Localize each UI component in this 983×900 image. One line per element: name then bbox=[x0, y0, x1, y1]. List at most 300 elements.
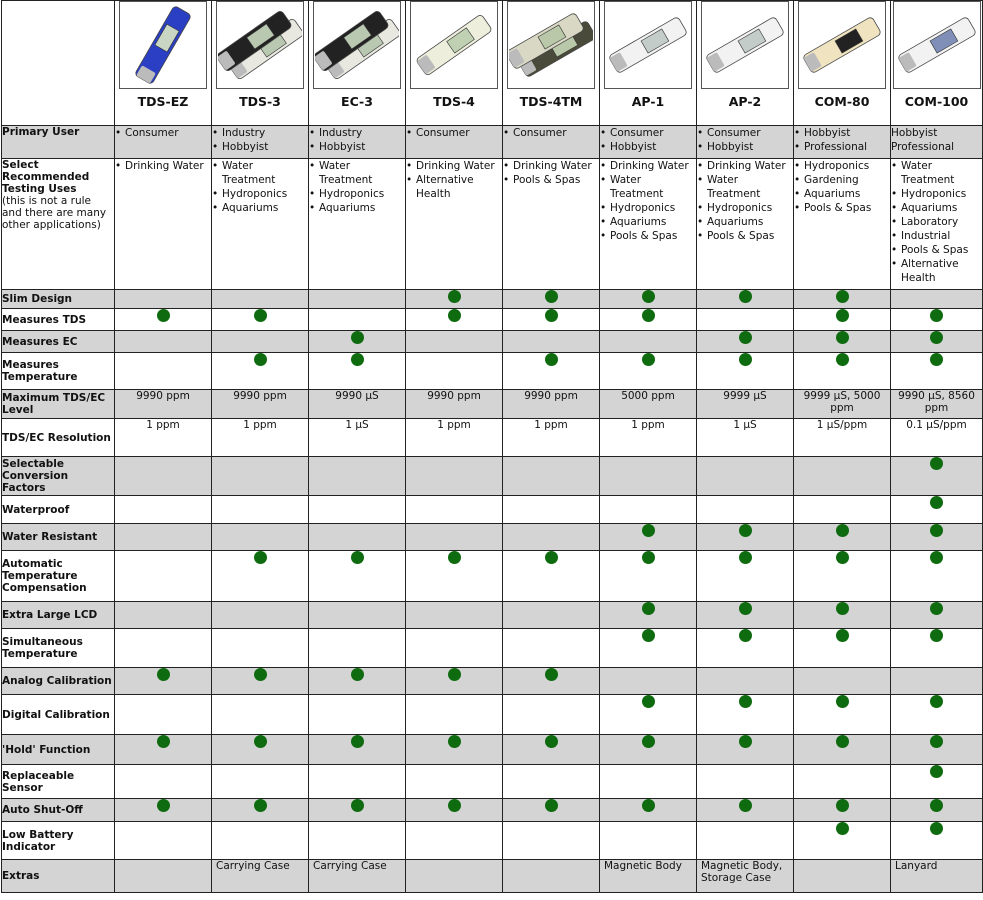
row-label bbox=[2, 799, 115, 822]
feature-check-dot bbox=[545, 353, 558, 366]
feature-cell bbox=[697, 668, 794, 695]
feature-check-dot bbox=[448, 551, 461, 564]
feature-cell bbox=[406, 735, 503, 765]
feature-cell bbox=[794, 551, 891, 602]
feature-check-dot bbox=[254, 309, 267, 322]
feature-cell bbox=[503, 735, 600, 765]
list-cell bbox=[406, 159, 503, 290]
feature-cell bbox=[794, 524, 891, 551]
feature-row bbox=[2, 860, 983, 893]
feature-check-dot bbox=[836, 331, 849, 344]
list-item: • Water Treatment bbox=[309, 159, 405, 187]
feature-cell bbox=[115, 331, 212, 353]
feature-cell bbox=[309, 602, 406, 629]
row-label bbox=[2, 668, 115, 695]
feature-cell bbox=[600, 353, 697, 390]
feature-check-dot bbox=[836, 551, 849, 564]
list-cell bbox=[600, 159, 697, 290]
feature-check-dot bbox=[836, 602, 849, 615]
product-name: EC-3 bbox=[341, 94, 373, 109]
feature-cell bbox=[503, 353, 600, 390]
row-label-text: Replaceable Sensor bbox=[2, 769, 75, 794]
product-photo bbox=[893, 1, 981, 89]
feature-cell bbox=[794, 629, 891, 668]
feature-cell bbox=[406, 331, 503, 353]
feature-cell bbox=[309, 290, 406, 309]
value-cell bbox=[406, 860, 503, 893]
feature-cell bbox=[115, 668, 212, 695]
feature-cell bbox=[115, 457, 212, 496]
feature-check-dot bbox=[157, 799, 170, 812]
value-cell: 9999 µS, 5000 ppm bbox=[794, 390, 891, 419]
feature-cell bbox=[212, 799, 309, 822]
row-label bbox=[2, 353, 115, 390]
list-item: • Drinking Water bbox=[503, 159, 599, 173]
feature-cell bbox=[794, 695, 891, 735]
feature-row bbox=[2, 629, 983, 668]
feature-cell bbox=[600, 629, 697, 668]
row-label bbox=[2, 126, 115, 159]
list-item: • Consumer bbox=[115, 126, 211, 140]
value-cell: 1 ppm bbox=[212, 419, 309, 457]
feature-cell bbox=[891, 331, 983, 353]
meter-illustration bbox=[121, 3, 205, 87]
row-label bbox=[2, 695, 115, 735]
feature-cell bbox=[115, 695, 212, 735]
list-item: • Consumer bbox=[406, 126, 502, 140]
cell-list bbox=[600, 126, 696, 154]
feature-cell bbox=[600, 822, 697, 860]
row-label bbox=[2, 735, 115, 765]
feature-row bbox=[2, 290, 983, 309]
list-item: • Aquariums bbox=[697, 215, 793, 229]
list-item: • Industry bbox=[309, 126, 405, 140]
row-label bbox=[2, 860, 115, 893]
feature-row bbox=[2, 126, 983, 159]
feature-check-dot bbox=[157, 668, 170, 681]
value-cell: 9990 µS, 8560 ppm bbox=[891, 390, 983, 419]
feature-check-dot bbox=[930, 735, 943, 748]
feature-check-dot bbox=[448, 290, 461, 303]
product-photo bbox=[604, 1, 692, 89]
row-label-text: 'Hold' Function bbox=[2, 743, 91, 756]
product-header bbox=[891, 1, 983, 126]
feature-cell bbox=[406, 602, 503, 629]
feature-check-dot bbox=[930, 309, 943, 322]
feature-cell bbox=[309, 524, 406, 551]
feature-cell bbox=[212, 353, 309, 390]
feature-check-dot bbox=[930, 551, 943, 564]
feature-check-dot bbox=[930, 765, 943, 778]
feature-row bbox=[2, 353, 983, 390]
feature-check-dot bbox=[157, 309, 170, 322]
feature-cell bbox=[891, 353, 983, 390]
list-item: • Pools & Spas bbox=[503, 173, 599, 187]
product-name: AP-2 bbox=[728, 94, 762, 109]
list-item: • Consumer bbox=[697, 126, 793, 140]
feature-cell bbox=[406, 551, 503, 602]
feature-cell bbox=[891, 551, 983, 602]
feature-check-dot bbox=[739, 695, 752, 708]
row-label-text: Extra Large LCD bbox=[2, 609, 98, 621]
value-cell bbox=[503, 860, 600, 893]
value-cell: 9990 µS bbox=[309, 390, 406, 419]
feature-cell bbox=[891, 668, 983, 695]
feature-check-dot bbox=[642, 290, 655, 303]
cell-list bbox=[115, 159, 211, 173]
product-photo bbox=[410, 1, 498, 89]
feature-cell bbox=[503, 629, 600, 668]
product-photo bbox=[119, 1, 207, 89]
row-label-text: Analog Calibration bbox=[2, 675, 112, 687]
value-cell bbox=[794, 860, 891, 893]
product-photo bbox=[313, 1, 401, 89]
feature-row bbox=[2, 524, 983, 551]
list-item: • Consumer bbox=[600, 126, 696, 140]
feature-check-dot bbox=[448, 668, 461, 681]
feature-cell bbox=[503, 602, 600, 629]
feature-cell bbox=[309, 765, 406, 799]
list-cell bbox=[212, 126, 309, 159]
feature-row bbox=[2, 390, 983, 419]
feature-cell bbox=[115, 309, 212, 331]
feature-cell bbox=[503, 822, 600, 860]
feature-cell bbox=[794, 799, 891, 822]
row-label-text: Primary User bbox=[2, 126, 80, 138]
list-item: • Water Treatment bbox=[697, 173, 793, 201]
feature-cell bbox=[891, 602, 983, 629]
row-label-text: Automatic Temperature Compensation bbox=[2, 558, 87, 594]
feature-cell bbox=[600, 602, 697, 629]
meter-illustration bbox=[606, 3, 690, 87]
feature-cell bbox=[212, 602, 309, 629]
feature-cell bbox=[406, 524, 503, 551]
feature-cell bbox=[503, 496, 600, 524]
feature-check-dot bbox=[930, 496, 943, 509]
row-label-text: Select Recommended Testing Uses bbox=[2, 159, 90, 195]
feature-check-dot bbox=[836, 353, 849, 366]
feature-row bbox=[2, 159, 983, 290]
cell-list bbox=[309, 159, 405, 215]
feature-cell bbox=[600, 765, 697, 799]
product-name: TDS-4TM bbox=[519, 94, 583, 109]
feature-cell bbox=[212, 765, 309, 799]
row-label bbox=[2, 551, 115, 602]
feature-cell bbox=[406, 457, 503, 496]
list-item: • Professional bbox=[794, 140, 890, 154]
feature-row bbox=[2, 799, 983, 822]
product-photo bbox=[216, 1, 304, 89]
feature-cell bbox=[115, 551, 212, 602]
feature-cell bbox=[794, 331, 891, 353]
list-item: • Gardening bbox=[794, 173, 890, 187]
feature-check-dot bbox=[642, 551, 655, 564]
product-header-row bbox=[2, 1, 983, 126]
list-item: • Hobbyist bbox=[212, 140, 308, 154]
feature-cell bbox=[309, 551, 406, 602]
list-item: • Laboratory bbox=[891, 215, 982, 229]
feature-cell bbox=[309, 695, 406, 735]
feature-row bbox=[2, 735, 983, 765]
feature-cell bbox=[503, 524, 600, 551]
feature-cell bbox=[115, 353, 212, 390]
feature-check-dot bbox=[930, 524, 943, 537]
value-cell bbox=[115, 860, 212, 893]
feature-check-dot bbox=[545, 309, 558, 322]
cell-list bbox=[891, 126, 982, 154]
feature-cell bbox=[794, 735, 891, 765]
list-item: • Hobbyist bbox=[794, 126, 890, 140]
feature-cell bbox=[309, 309, 406, 331]
value-cell: 9990 ppm bbox=[212, 390, 309, 419]
list-item: • Industry bbox=[212, 126, 308, 140]
list-item: • Drinking Water bbox=[600, 159, 696, 173]
feature-check-dot bbox=[642, 629, 655, 642]
list-cell bbox=[309, 126, 406, 159]
feature-check-dot bbox=[545, 290, 558, 303]
feature-cell bbox=[212, 668, 309, 695]
feature-cell bbox=[212, 629, 309, 668]
row-label-text: TDS/EC Resolution bbox=[2, 431, 111, 444]
feature-cell bbox=[794, 602, 891, 629]
feature-row bbox=[2, 822, 983, 860]
meter-illustration bbox=[218, 3, 302, 87]
value-cell: 9999 µS bbox=[697, 390, 794, 419]
corner-cell bbox=[2, 1, 115, 126]
product-name: TDS-3 bbox=[239, 94, 281, 109]
feature-check-dot bbox=[642, 602, 655, 615]
feature-check-dot bbox=[739, 799, 752, 812]
feature-cell bbox=[115, 602, 212, 629]
list-item: • Pools & Spas bbox=[697, 229, 793, 243]
feature-check-dot bbox=[836, 799, 849, 812]
cell-list bbox=[697, 126, 793, 154]
row-label-text: Selectable Conversion Factors bbox=[2, 458, 69, 494]
list-item: • Drinking Water bbox=[115, 159, 211, 173]
feature-check-dot bbox=[642, 695, 655, 708]
feature-cell bbox=[406, 629, 503, 668]
feature-cell bbox=[115, 629, 212, 668]
feature-check-dot bbox=[642, 309, 655, 322]
value-cell: 1 ppm bbox=[503, 419, 600, 457]
feature-cell bbox=[794, 353, 891, 390]
feature-check-dot bbox=[836, 629, 849, 642]
cell-list bbox=[212, 159, 308, 215]
feature-cell bbox=[503, 551, 600, 602]
feature-cell bbox=[503, 765, 600, 799]
row-label bbox=[2, 822, 115, 860]
value-cell: 9990 ppm bbox=[503, 390, 600, 419]
list-item: • Alternative Health bbox=[406, 173, 502, 201]
feature-cell bbox=[115, 735, 212, 765]
feature-check-dot bbox=[836, 695, 849, 708]
feature-row bbox=[2, 602, 983, 629]
meter-illustration bbox=[800, 3, 884, 87]
list-item: • Hobbyist bbox=[697, 140, 793, 154]
cell-list bbox=[309, 126, 405, 154]
feature-cell bbox=[406, 309, 503, 331]
cell-list bbox=[794, 159, 890, 215]
row-label-text: Measures EC bbox=[2, 335, 78, 348]
list-item: • Pools & Spas bbox=[600, 229, 696, 243]
feature-check-dot bbox=[351, 799, 364, 812]
list-item: • Water Treatment bbox=[891, 159, 982, 187]
row-label bbox=[2, 496, 115, 524]
feature-cell bbox=[697, 551, 794, 602]
feature-cell bbox=[212, 551, 309, 602]
feature-cell bbox=[891, 290, 983, 309]
row-label bbox=[2, 765, 115, 799]
meter-illustration bbox=[703, 3, 787, 87]
feature-check-dot bbox=[351, 668, 364, 681]
cell-list bbox=[406, 126, 502, 140]
list-item: • Drinking Water bbox=[406, 159, 502, 173]
feature-cell bbox=[309, 822, 406, 860]
list-item: • Hydroponics bbox=[212, 187, 308, 201]
feature-cell bbox=[697, 735, 794, 765]
list-cell bbox=[406, 126, 503, 159]
row-label-text: Slim Design bbox=[2, 293, 73, 305]
feature-cell bbox=[697, 353, 794, 390]
feature-cell bbox=[600, 735, 697, 765]
list-cell bbox=[115, 126, 212, 159]
value-cell: 5000 ppm bbox=[600, 390, 697, 419]
row-label-text: Measures TDS bbox=[2, 313, 87, 326]
feature-check-dot bbox=[642, 735, 655, 748]
product-header bbox=[697, 1, 794, 126]
list-item: • Hobbyist bbox=[309, 140, 405, 154]
list-item: • Aquariums bbox=[891, 201, 982, 215]
value-cell: 1 ppm bbox=[406, 419, 503, 457]
feature-cell bbox=[115, 765, 212, 799]
feature-check-dot bbox=[254, 799, 267, 812]
product-photo bbox=[798, 1, 886, 89]
feature-cell bbox=[406, 695, 503, 735]
row-label bbox=[2, 419, 115, 457]
feature-check-dot bbox=[739, 629, 752, 642]
feature-cell bbox=[406, 353, 503, 390]
feature-check-dot bbox=[254, 735, 267, 748]
feature-cell bbox=[212, 735, 309, 765]
feature-cell bbox=[115, 496, 212, 524]
product-header bbox=[309, 1, 406, 126]
list-item: • Alternative Health bbox=[891, 257, 982, 285]
list-item: • Aquariums bbox=[600, 215, 696, 229]
feature-cell bbox=[600, 496, 697, 524]
value-cell: 0.1 µS/ppm bbox=[891, 419, 983, 457]
feature-check-dot bbox=[930, 457, 943, 470]
product-header bbox=[115, 1, 212, 126]
feature-cell bbox=[115, 822, 212, 860]
feature-cell bbox=[212, 822, 309, 860]
feature-check-dot bbox=[448, 309, 461, 322]
cell-list bbox=[115, 126, 211, 140]
list-item: Professional bbox=[891, 141, 955, 153]
row-label-text: Low Battery Indicator bbox=[2, 828, 74, 853]
feature-cell bbox=[503, 290, 600, 309]
feature-check-dot bbox=[545, 799, 558, 812]
feature-row bbox=[2, 419, 983, 457]
feature-check-dot bbox=[157, 735, 170, 748]
row-label-text: Water Resistant bbox=[2, 531, 98, 543]
feature-check-dot bbox=[930, 822, 943, 835]
feature-cell bbox=[697, 496, 794, 524]
value-cell: 1 ppm bbox=[115, 419, 212, 457]
list-cell bbox=[891, 159, 983, 290]
feature-cell bbox=[406, 765, 503, 799]
list-item: Hobbyist bbox=[891, 127, 938, 139]
feature-check-dot bbox=[930, 695, 943, 708]
feature-cell bbox=[600, 524, 697, 551]
list-cell bbox=[794, 126, 891, 159]
feature-row bbox=[2, 457, 983, 496]
feature-cell bbox=[503, 309, 600, 331]
list-cell bbox=[115, 159, 212, 290]
cell-list bbox=[891, 159, 982, 285]
row-label-text: Measures Temperature bbox=[2, 359, 78, 383]
product-header bbox=[212, 1, 309, 126]
row-label bbox=[2, 524, 115, 551]
list-item: • Water Treatment bbox=[600, 173, 696, 201]
list-item: • Aquariums bbox=[794, 187, 890, 201]
row-label bbox=[2, 602, 115, 629]
feature-cell bbox=[406, 822, 503, 860]
feature-cell bbox=[309, 668, 406, 695]
feature-cell bbox=[309, 496, 406, 524]
feature-check-dot bbox=[448, 799, 461, 812]
feature-cell bbox=[697, 822, 794, 860]
feature-check-dot bbox=[836, 822, 849, 835]
feature-cell bbox=[697, 695, 794, 735]
row-label-text: Simultaneous Temperature bbox=[2, 636, 83, 660]
feature-check-dot bbox=[545, 551, 558, 564]
list-item: • Hydroponics bbox=[891, 187, 982, 201]
product-header bbox=[794, 1, 891, 126]
product-header bbox=[406, 1, 503, 126]
feature-check-dot bbox=[836, 735, 849, 748]
feature-check-dot bbox=[448, 735, 461, 748]
value-cell: Carrying Case bbox=[309, 860, 406, 893]
feature-row bbox=[2, 765, 983, 799]
value-cell: 9990 ppm bbox=[115, 390, 212, 419]
cell-list bbox=[406, 159, 502, 201]
feature-cell bbox=[503, 799, 600, 822]
list-cell bbox=[891, 126, 983, 159]
value-cell: 9990 ppm bbox=[406, 390, 503, 419]
list-cell bbox=[794, 159, 891, 290]
feature-cell bbox=[794, 765, 891, 799]
list-cell bbox=[697, 126, 794, 159]
feature-cell bbox=[697, 309, 794, 331]
feature-check-dot bbox=[642, 799, 655, 812]
feature-row bbox=[2, 551, 983, 602]
list-item: • Aquariums bbox=[212, 201, 308, 215]
comparison-table bbox=[1, 0, 983, 893]
list-item: • Aquariums bbox=[309, 201, 405, 215]
feature-cell bbox=[503, 457, 600, 496]
row-label-text: Digital Calibration bbox=[2, 708, 110, 721]
list-item: • Hydroponics bbox=[697, 201, 793, 215]
feature-cell bbox=[212, 524, 309, 551]
feature-cell bbox=[794, 290, 891, 309]
meter-illustration bbox=[895, 3, 979, 87]
row-label bbox=[2, 629, 115, 668]
feature-check-dot bbox=[254, 668, 267, 681]
feature-cell bbox=[309, 735, 406, 765]
feature-cell bbox=[891, 496, 983, 524]
list-item: • Hydroponics bbox=[309, 187, 405, 201]
feature-check-dot bbox=[836, 309, 849, 322]
